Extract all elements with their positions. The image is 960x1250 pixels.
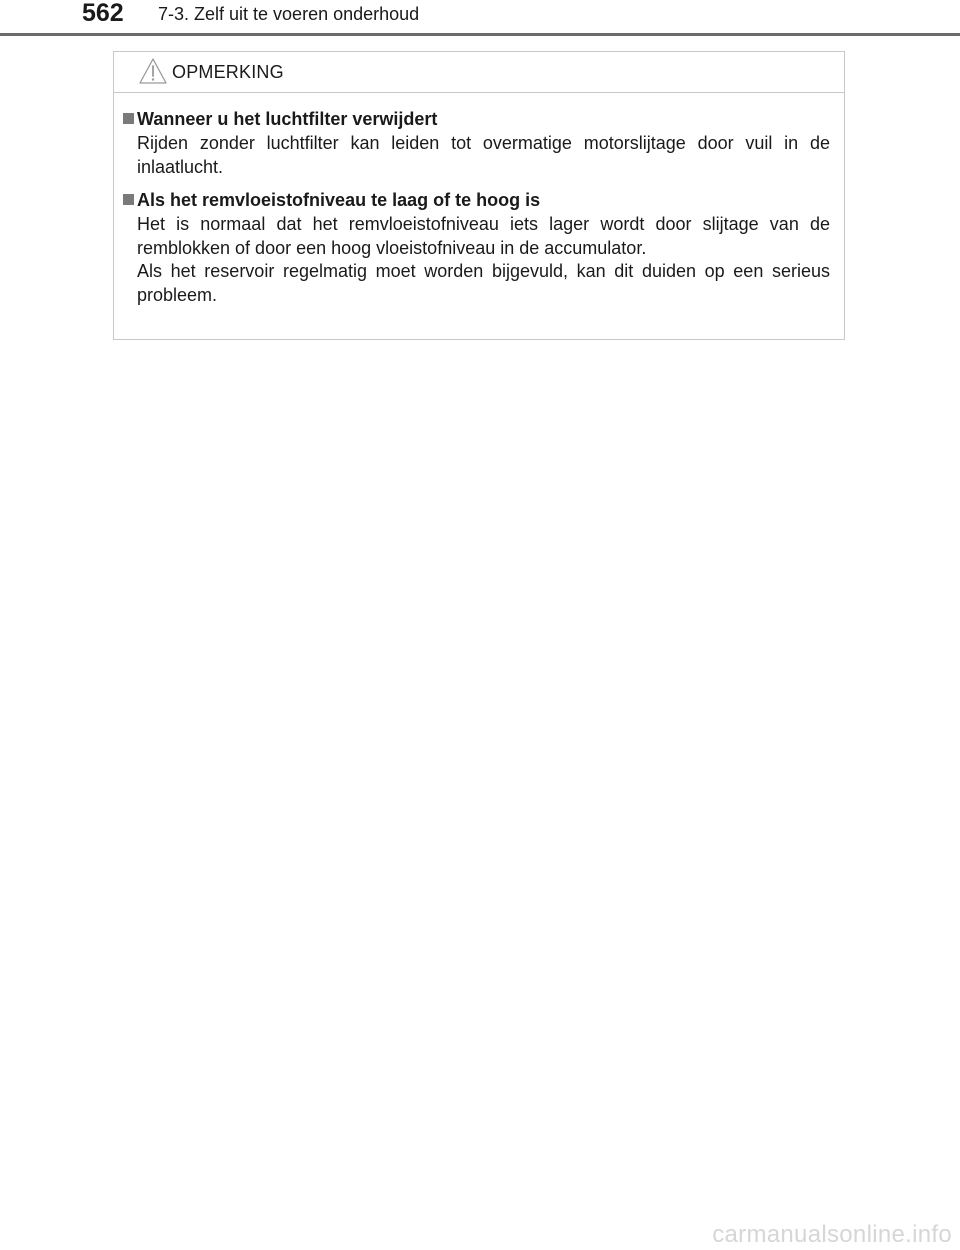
item-text [137,213,830,307]
notice-box [113,51,845,340]
watermark: carmanualsonline.info [712,1221,952,1248]
item-title: Wanneer u het luchtfilter verwijdert [137,109,438,129]
item-heading [114,108,844,132]
page-header [0,0,960,36]
page-number: 562 [82,0,124,27]
warning-triangle-icon [138,57,168,85]
header-divider [0,33,960,36]
item-paragraph: Als het reservoir regelmatig moet worden bijgevuld, kan dit duiden op een serieus probleem. [137,261,830,305]
item-text [137,132,830,179]
item-title: Als het remvloeistofniveau te laag of te hoog is [137,190,541,210]
notice-item [114,189,844,307]
item-paragraph: Het is normaal dat het remvloeistofniveau iets lager wordt door slijtage van de remblokken of door een hoog vloeistofniveau in de accumulator. [137,214,830,258]
notice-header [114,52,844,93]
section-title: 7-3. Zelf uit te voeren onderhoud [158,4,420,24]
notice-body [114,108,844,317]
square-bullet-icon [123,194,134,205]
item-heading [114,189,844,213]
square-bullet-icon [123,113,134,124]
item-paragraph: Rijden zonder luchtfilter kan leiden tot overmatige motorslijtage door vuil in de inlaatlucht. [137,133,830,177]
notice-item [114,108,844,179]
notice-title: OPMERKING [172,62,284,82]
